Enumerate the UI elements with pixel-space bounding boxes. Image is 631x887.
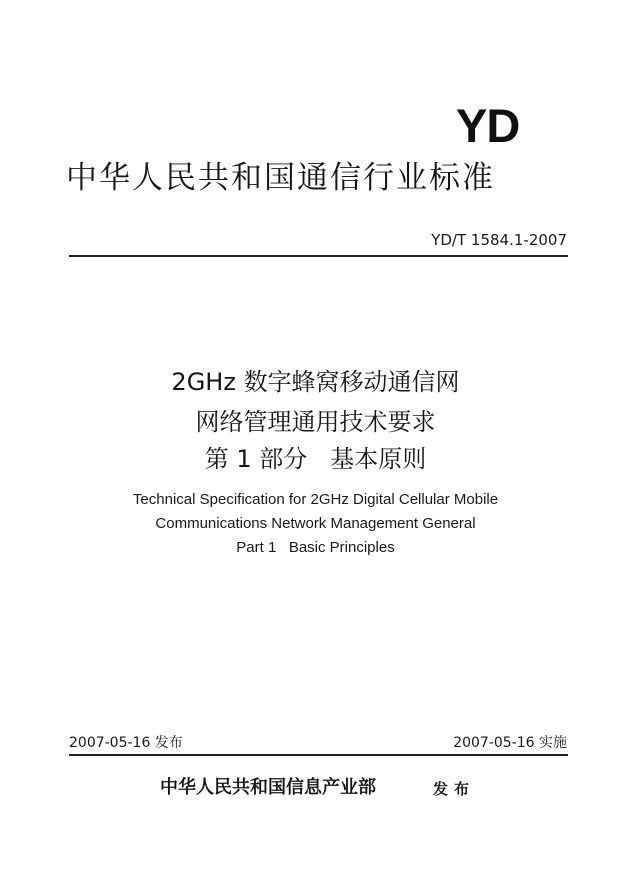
- standard-category-title: 中华人民共和国通信行业标准: [66, 160, 495, 196]
- yd-logo: YD: [456, 99, 520, 152]
- english-title-line-2: Communications Network Management General: [155, 515, 476, 532]
- standard-number: YD/T 1584.1-2007: [431, 231, 567, 249]
- chinese-title-line-1: 2GHz 数字蜂窝移动通信网: [171, 368, 460, 396]
- chinese-title-line-3: 第 1 部分 基本原则: [204, 445, 427, 473]
- implementation-date: 2007-05-16 实施: [453, 735, 567, 751]
- english-title-line-1: Technical Specification for 2GHz Digital Cellular Mobile: [132, 491, 499, 508]
- top-divider: [69, 255, 568, 257]
- bottom-divider: [69, 754, 568, 756]
- issuing-authority: 中华人民共和国信息产业部: [160, 777, 376, 798]
- chinese-title-line-2: 网络管理通用技术要求: [195, 408, 436, 436]
- issuing-verb: 发布: [433, 780, 476, 798]
- issue-date: 2007-05-16 发布: [69, 735, 183, 751]
- english-title-line-3: Part 1 Basic Principles: [236, 539, 395, 556]
